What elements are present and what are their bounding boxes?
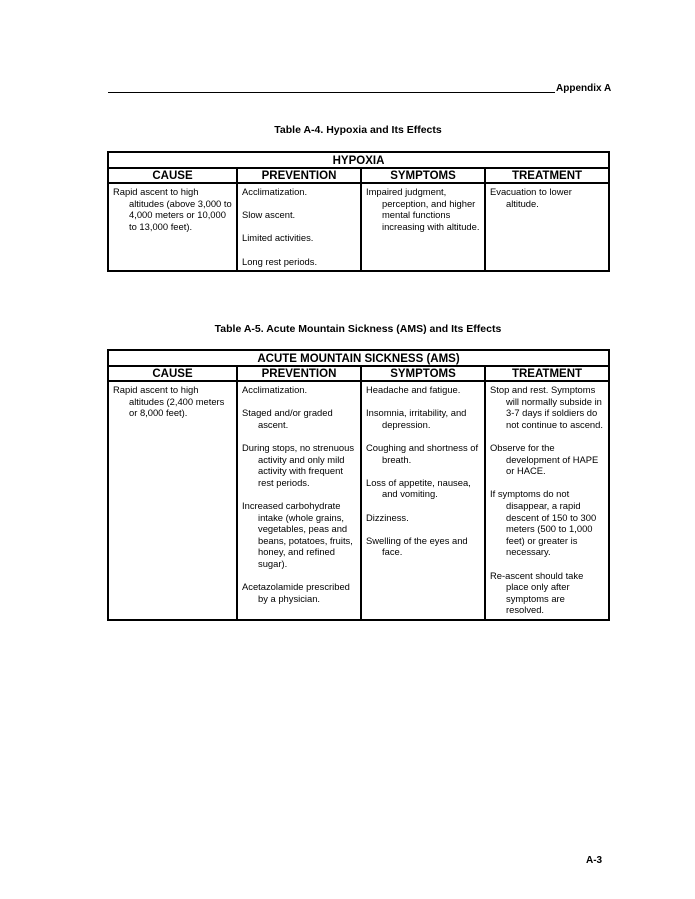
table-a5-prevention-cell: [237, 381, 361, 620]
table-a5-col-symptoms: SYMPTOMS: [361, 366, 485, 381]
prevention-entry: Long rest periods.: [242, 255, 318, 267]
treatment-entry: Observe for the development of HAPE or HACE.: [490, 441, 599, 477]
treatment-entry: Re-ascent should take place only after symptoms are resolved.: [490, 569, 584, 616]
cause-entry: Rapid ascent to high altitudes (2,400 meters or 8,000 feet).: [113, 384, 225, 419]
table-a4-treatment-cell: [485, 183, 609, 271]
table-a5-caption: Table A-5. Acute Mountain Sickness (AMS) and Its Effects: [214, 323, 502, 335]
table-a4-cause-cell: [108, 183, 237, 271]
appendix-label: Appendix A: [556, 83, 612, 94]
symptom-entry: Coughing and shortness of breath.: [366, 441, 479, 465]
symptom-entry: Dizziness.: [366, 511, 409, 523]
table-a5-cause-cell: [108, 381, 237, 620]
prevention-entry: Limited activities.: [242, 232, 314, 244]
table-a4-col-prevention: PREVENTION: [237, 168, 361, 183]
prevention-entry: Acclimatization.: [242, 384, 308, 395]
header-rule: [108, 92, 555, 93]
table-a5-banner: ACUTE MOUNTAIN SICKNESS (AMS): [108, 350, 609, 366]
symptom-entry: Loss of appetite, nausea, and vomiting.: [366, 476, 471, 500]
prevention-entry: Acclimatization.: [242, 186, 308, 197]
treatment-entry: Stop and rest. Symptoms will normally subside in 3-7 days if soldiers do not continue to ascend.: [490, 384, 603, 430]
table-a4-hypoxia: [107, 151, 610, 272]
treatment-entry: Evacuation to lower altitude.: [490, 186, 572, 209]
table-a4-col-treatment: TREATMENT: [485, 168, 609, 183]
table-a4-banner: HYPOXIA: [108, 152, 609, 168]
table-a5-treatment-cell: [485, 381, 609, 620]
table-a5-col-cause: CAUSE: [108, 366, 237, 381]
table-a4-col-symptoms: SYMPTOMS: [361, 168, 485, 183]
symptom-entry: Headache and fatigue.: [366, 384, 461, 395]
symptom-entry: Impaired judgment, perception, and higher mental functions increasing with altitude.: [366, 186, 480, 232]
table-a5-symptoms-cell: [361, 381, 485, 620]
prevention-entry: Increased carbohydrate intake (whole grains, vegetables, peas and beans, potatoes, fruits, honey, and refined sugar).: [242, 499, 353, 569]
table-a5-col-treatment: TREATMENT: [485, 366, 609, 381]
prevention-entry: Slow ascent.: [242, 209, 296, 221]
cause-entry: Rapid ascent to high altitudes (above 3,000 to 4,000 meters or 10,000 to 13,000 feet).: [113, 186, 232, 232]
prevention-entry: During stops, no strenuous activity and only mild activity with frequent rest periods.: [242, 441, 355, 488]
table-a5-col-prevention: PREVENTION: [237, 366, 361, 381]
table-a4-caption: Table A-4. Hypoxia and Its Effects: [274, 124, 442, 136]
symptom-entry: Swelling of the eyes and face.: [366, 534, 468, 558]
table-a4-col-cause: CAUSE: [108, 168, 237, 183]
table-a4-symptoms-cell: [361, 183, 485, 271]
treatment-entry: If symptoms do not disappear, a rapid descent of 150 to 300 meters (500 to 1,000 feet) or greater is necessary.: [490, 488, 597, 558]
table-a5-ams: [107, 349, 610, 621]
prevention-entry: Staged and/or graded ascent.: [242, 407, 333, 430]
table-a4-prevention-cell: [237, 183, 361, 271]
symptom-entry: Insomnia, irritability, and depression.: [366, 407, 467, 430]
page-number: A-3: [586, 855, 603, 866]
prevention-entry: Acetazolamide prescribed by a physician.: [242, 581, 350, 604]
